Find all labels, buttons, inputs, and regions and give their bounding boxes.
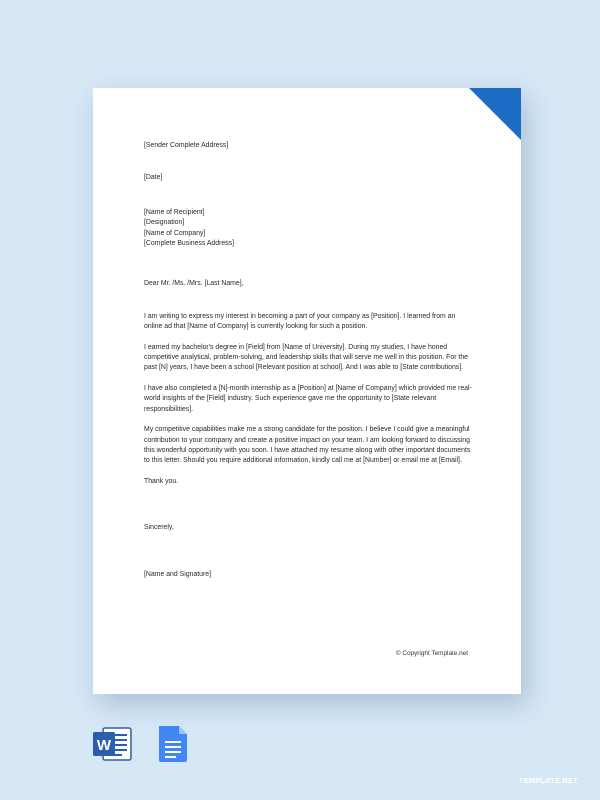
brand-watermark: TEMPLATE.NET bbox=[518, 776, 578, 785]
recipient-company: [Name of Company] bbox=[144, 229, 206, 237]
sender-address: [Sender Complete Address] bbox=[144, 142, 229, 149]
recipient-address: [Complete Business Address] bbox=[144, 240, 235, 248]
ms-word-icon[interactable] bbox=[93, 726, 133, 762]
corner-accent bbox=[469, 88, 521, 140]
recipient-name: [Name of Recipient] bbox=[144, 208, 205, 216]
date: [Date] bbox=[144, 174, 163, 182]
google-docs-icon[interactable] bbox=[157, 726, 189, 762]
paragraph-4: My competitive capabilities make me a strong candidate for the position. I believe I could give a meaningful contribution to your company and create a positive impact on your team. I am looking forward to discussing this wonderful opportunity with you soon. I have attached my resume along with other important documents to this letter. Should you require additional information, kindly call me at [Number] or email me at [Email]. bbox=[144, 426, 471, 465]
paragraph-3: I have also completed a [N]-month internship as a [Position] at [Name of Company] which provided me real-world insights of the [Field] industry. Such experience gave me the opportunity to [State relevant responsibilities]. bbox=[144, 384, 472, 413]
salutation: Dear Mr. /Ms. /Mrs. [Last Name], bbox=[144, 280, 244, 288]
signature-line: [Name and Signature] bbox=[144, 570, 212, 578]
paragraph-2: I earned my bachelor's degree in [Field] from [Name of University]. During my studies, I have honed competitive analytical, problem-solving, and leadership skills that will serve me well in this position. For the past [N] years, I have been a school [Relevant position at school]. And I was able to [State contributions]. bbox=[144, 343, 469, 372]
recipient-designation: [Designation] bbox=[144, 219, 185, 227]
letter-body bbox=[144, 141, 474, 580]
copyright-notice: © Copyright Template.net bbox=[395, 650, 468, 657]
letter-page bbox=[93, 88, 521, 694]
paragraph-1: I am writing to express my interest in becoming a part of your company as [Position]. I learned from an online ad that [Name of Company] is currently looking for such a position. bbox=[144, 312, 456, 331]
thanks-line: Thank you. bbox=[144, 477, 179, 485]
word-letter: W bbox=[96, 737, 112, 754]
closing: Sincerely, bbox=[144, 524, 174, 532]
recipient-block bbox=[144, 208, 474, 250]
